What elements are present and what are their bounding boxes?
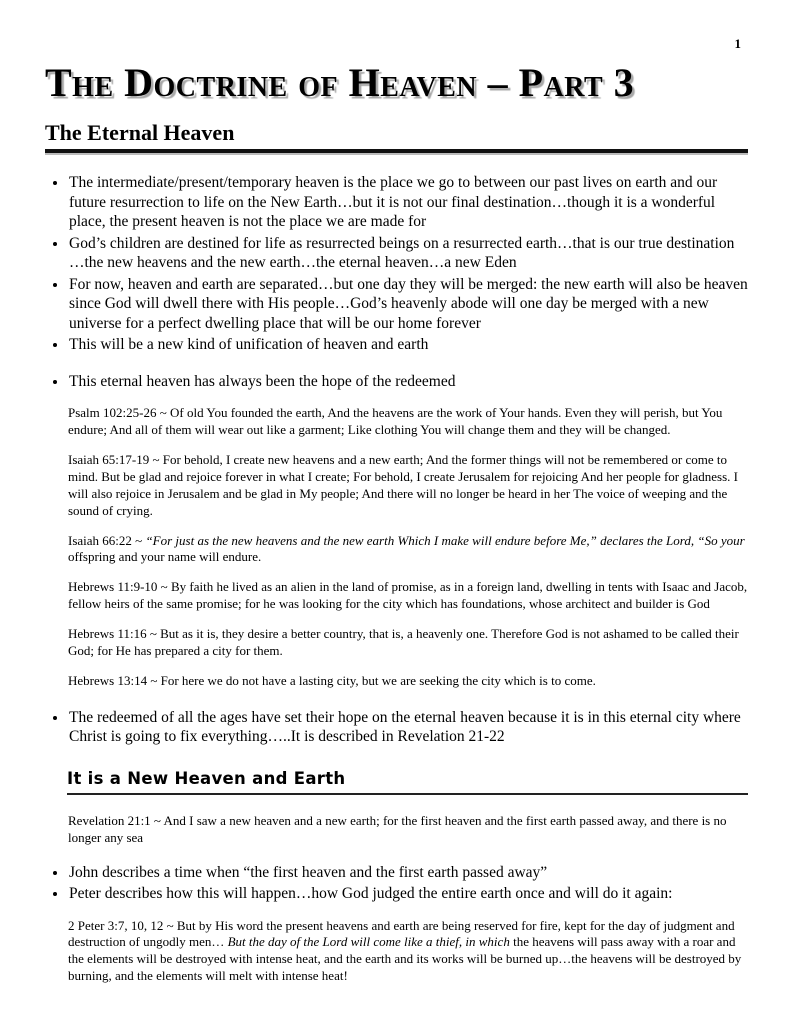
scripture-quote-2-peter-3 (68, 918, 748, 986)
bullet-item: • This eternal heaven has always been the hope of the redeemed (68, 372, 748, 392)
scripture-quote-block (45, 918, 748, 986)
scripture-quote-isaiah-66 (68, 533, 748, 567)
scripture-quote-block (45, 813, 748, 847)
scripture-quote-psalm-102 (68, 405, 748, 439)
page-number: 1 (734, 36, 741, 51)
bullet-list-hope (45, 372, 748, 392)
quote-text-italic: But the day of the Lord will come like a thief, in which (227, 934, 514, 950)
quote-text: the heavens will pass away with a roar and the elements will be destroyed with intense heat, and the earth and its works will be burned up…the heavens will be destroyed by burning, and the elements will melt with intense heat! (68, 934, 742, 984)
document-title: The Doctrine of Heaven – Part 3 (45, 60, 635, 105)
scripture-quote-hebrews-13-14 (68, 673, 748, 690)
scripture-quote-block (45, 405, 748, 690)
quote-text: Hebrews 11:16 ~ But as it is, they desire a better country, that is, a heavenly one. Therefore God is not ashamed to be called their God; for He has prepared a city for them. (68, 626, 739, 658)
bullet-list-top (45, 173, 748, 355)
quote-text: offspring and your name will endure. (68, 549, 262, 565)
bullet-item: • John describes a time when “the first heaven and the first earth passed away” (68, 863, 748, 883)
bullet-list-redeemed (45, 708, 748, 747)
bullet-item: • God’s children are destined for life as resurrected beings on a resurrected earth…that is our true destination …the new heavens and the new earth…the eternal heaven…a new Eden (68, 234, 748, 273)
quote-text: Hebrews 13:14 ~ For here we do not have a lasting city, but we are seeking the city which is to come. (68, 672, 596, 688)
quote-text: Revelation 21:1 ~ And I saw a new heaven and a new earth; for the first heaven and the first earth passed away, and there is no longer any sea (68, 812, 727, 845)
scripture-quote-revelation-21 (68, 813, 748, 847)
section-heading-eternal-heaven: The Eternal Heaven (45, 120, 748, 153)
scripture-quote-isaiah-65 (68, 452, 748, 520)
quote-text: Psalm 102:25-26 ~ Of old You founded the earth, And the heavens are the work of Your hands. Even they will perish, but You endure; And all of them will wear out like a garment; Like clothing You will change them and they will be changed. (68, 405, 723, 438)
bullet-item: • For now, heaven and earth are separated…but one day they will be merged: the new earth will also be heaven since God will dwell there with His people…God’s heavenly abode will one day be merged with a new universe for a perfect dwelling place that will be our home forever (68, 275, 748, 334)
bullet-list-mid (45, 863, 748, 904)
quote-text-italic: “For just as the new heavens and the new earth Which I make will endure before Me,” declares the Lord, “So your (145, 532, 745, 548)
bullet-item: • The intermediate/present/temporary heaven is the place we go to between our past lives on earth and our future resurrection to life on the New Earth…but it is not our final destination…though it is a wonderful place, the present heaven is not the place we are made for (68, 173, 748, 232)
subsection-heading-new-heaven: It is a New Heaven and Earth (67, 769, 748, 795)
bullet-item: • Peter describes how this will happen…how God judged the entire earth once and will do it again: (68, 884, 748, 904)
quote-text: Hebrews 11:9-10 ~ By faith he lived as an alien in the land of promise, as in a foreign land, dwelling in tents with Isaac and Jacob, fellow heirs of the same promise; for he was looking for the city which has foundations, whose architect and builder is God (68, 579, 748, 612)
bullet-item-redeemed: • The redeemed of all the ages have set their hope on the eternal heaven because it is in this eternal city where Christ is going to fix everything…..It is described in Revelation 21-22 (68, 708, 748, 747)
quote-text: Isaiah 65:17-19 ~ For behold, I create new heavens and a new earth; And the former things will not be remembered or come to mind. But be glad and rejoice forever in what I create; For behold, I create Jerusalem for rejoicing And her people for gladness. I will also rejoice in Jerusalem and be glad in My people; And there will no longer be heard in her The voice of weeping and the sound of crying. (68, 451, 738, 518)
scripture-quote-hebrews-11-9 (68, 579, 748, 613)
quote-reference: Isaiah 66:22 ~ (68, 532, 146, 548)
bullet-item: • This will be a new kind of unification of heaven and earth (68, 335, 748, 355)
scripture-quote-hebrews-11-16 (68, 626, 748, 660)
quote-text: 2 Peter 3:7, 10, 12 ~ But by His word the present heavens and earth are being reserved for fire, kept for the day of judgment and destruction of ungodly men… (68, 917, 735, 950)
